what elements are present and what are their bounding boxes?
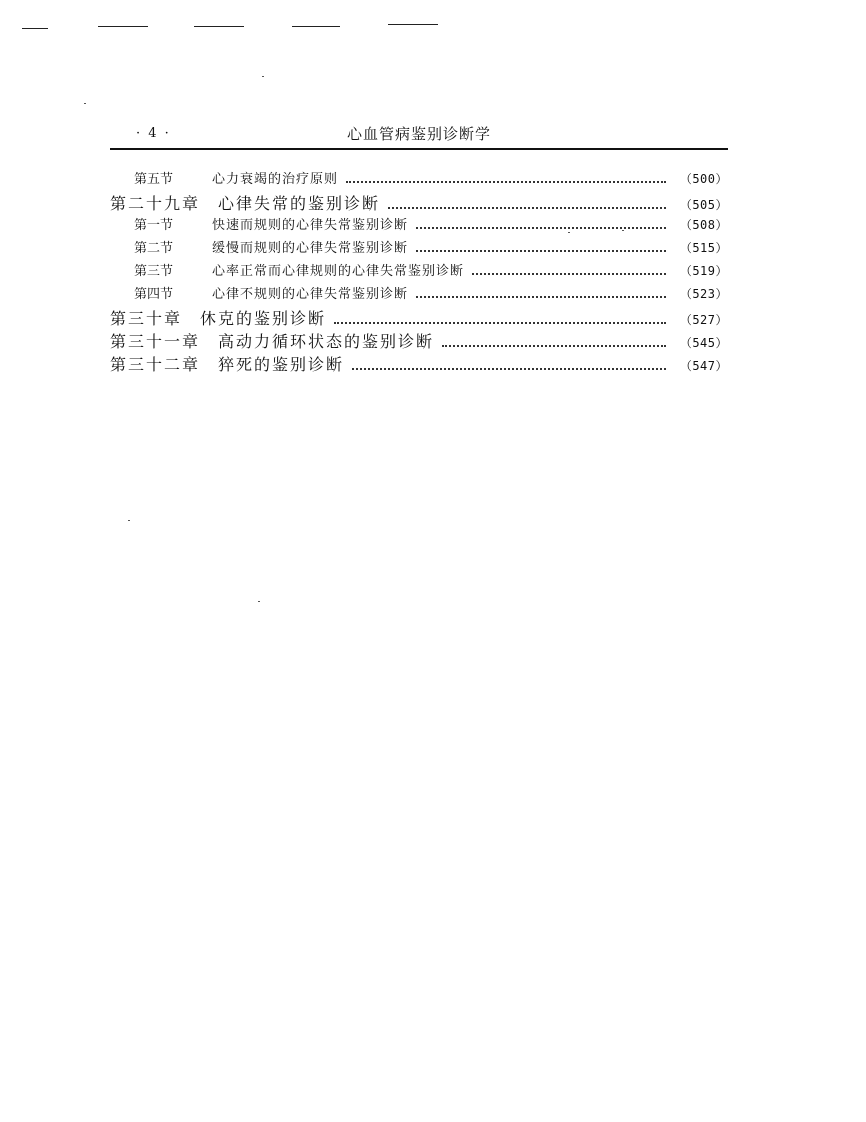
toc-page-number: （515） (679, 241, 728, 255)
toc-entry-title: 心率正常而心律规则的心律失常鉴别诊断 (212, 264, 465, 279)
toc-entry-title: 缓慢而规则的心律失常鉴别诊断 (212, 241, 409, 256)
toc-chapter-row (110, 306, 728, 329)
toc-entry-label: 第五节 (134, 172, 174, 187)
toc-chapter-row (110, 191, 728, 214)
toc-leader-dots (388, 207, 666, 209)
toc-section-row (110, 237, 728, 260)
toc-entry-title: 第三十一章 高动力循环状态的鉴别诊断 (110, 332, 435, 351)
toc-leader-dots (416, 296, 666, 298)
toc-section-row (110, 168, 728, 191)
toc-section-row (110, 260, 728, 283)
toc-leader-dots (416, 227, 666, 229)
page-header (110, 120, 728, 150)
toc-leader-dots (472, 273, 666, 275)
speck (84, 103, 86, 104)
toc-leader-dots (352, 368, 666, 370)
toc-page-number: （523） (679, 287, 728, 301)
toc-chapter-row (110, 352, 728, 375)
toc-page-number: （545） (679, 336, 728, 350)
toc-entry-title: 第三十二章 猝死的鉴别诊断 (110, 355, 345, 374)
toc-entry-title: 心律不规则的心律失常鉴别诊断 (212, 287, 409, 302)
scan-mark (388, 24, 438, 25)
toc-page-number: （519） (679, 264, 728, 278)
toc-section-row (110, 214, 728, 237)
book-title: 心血管病鉴别诊断学 (346, 125, 491, 143)
toc-entry-title: 快速而规则的心律失常鉴别诊断 (212, 218, 409, 233)
toc-leader-dots (442, 345, 666, 347)
scan-mark (194, 26, 244, 27)
book-page (110, 120, 728, 375)
page-number: · 4 · (136, 126, 171, 141)
toc-section-row (110, 283, 728, 306)
toc-page-number: （508） (679, 218, 728, 232)
toc-entry-label: 第四节 (134, 287, 174, 302)
toc-leader-dots (346, 181, 666, 183)
toc-chapter-row (110, 329, 728, 352)
speck (262, 76, 264, 77)
table-of-contents (110, 168, 728, 375)
toc-page-number: （505） (679, 198, 728, 212)
toc-leader-dots (334, 322, 666, 324)
toc-entry-label: 第一节 (134, 218, 174, 233)
toc-page-number: （500） (679, 172, 728, 186)
scan-mark (292, 26, 340, 27)
speck (258, 601, 260, 602)
toc-page-number: （547） (679, 359, 728, 373)
scan-mark (22, 28, 48, 29)
speck (128, 520, 130, 521)
scan-mark (98, 26, 148, 27)
toc-entry-title: 第三十章 休克的鉴别诊断 (110, 309, 327, 328)
toc-entry-title: 心力衰竭的治疗原则 (212, 172, 339, 187)
toc-page-number: （527） (679, 313, 728, 327)
toc-entry-label: 第三节 (134, 264, 174, 279)
toc-entry-title: 第二十九章 心律失常的鉴别诊断 (110, 194, 381, 213)
toc-leader-dots (416, 250, 666, 252)
toc-entry-label: 第二节 (134, 241, 174, 256)
